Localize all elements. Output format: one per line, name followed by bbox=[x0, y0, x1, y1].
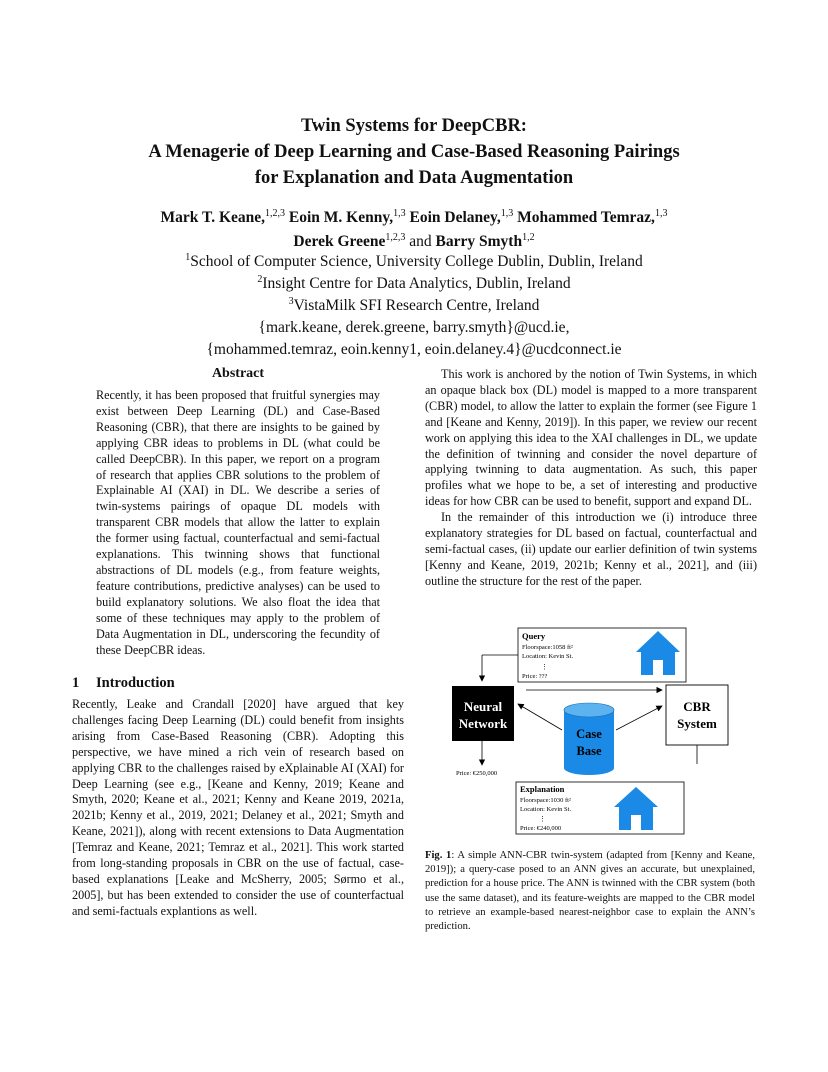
query-dots: ⋮ bbox=[541, 663, 548, 671]
affil-text: School of Computer Science, University College Dublin, Dublin, Ireland bbox=[190, 253, 643, 270]
author-list bbox=[0, 206, 828, 254]
author-name: Mohammed Temraz, bbox=[517, 209, 655, 226]
query-title: Query bbox=[522, 631, 546, 641]
explanation-floor: Floorspace:1030 ft² bbox=[520, 797, 571, 804]
intro-paragraph: Recently, Leake and Crandall [2020] have argued that key challenges facing Deep Learning (DL) could benefit from insights arising from Case-Based Reasoning (CBR). Adopting this perspective, we have mined a rich vein of research based on applying CBR to the challenges raised by eXplainable AI (XAI) for Deep Learning (see e.g., [Keane and Kenny, 2019; Keane and Smyth, 2020; Keane et al., 2021; Kenny and Keane 2019, 2021a, 2021b; Kenny et al., 2019, 2021; Delaney et al., 2021; Smyth and Keane, 2021]), along with recent extensions to Data Augmentation [Temraz and Keane, 2021; Temraz et al., 2021]. This work started from long-standing proposals in CBR on the use of factual, case-based explanations [Leake and McSherry, 2005; Sørmo et al., 2005], but has been extended to consider the use of counterfactual and semi-factuals explantions as well. bbox=[72, 697, 404, 918]
explanation-location: Location: Kevin St. bbox=[520, 806, 572, 813]
abstract-text: Recently, it has been proposed that fruitful synergies may exist between Deep Learning (DL) and Case-Based Reasoning (CBR), that there are insights to be gained by applying CBR ideas to problems in DL (what could be called DeepCBR). In this paper, we report on a program of research that applies CBR solutions to the problem of Explainable AI (XAI) in DL. We describe a series of twin-systems pairings of opaque DL models with transparent CBR models that allow the latter to explain the former using factual, counterfactual and semi-factual explanations. This twinning shows that functional abstractions of DL models (e.g., from feature weights, feature contributions, predictive analyses) can be used to build explanatory solutions. We also float the idea that some of these techniques may apply to the problem of Data Augmentation in DL, underscoring the fecundity of these DeepCBR ideas. bbox=[96, 388, 380, 657]
cbr-system-box bbox=[666, 685, 728, 745]
cbr-label: System bbox=[677, 716, 717, 731]
query-location: Location: Kevin St. bbox=[522, 653, 574, 660]
arrow-cb-to-cbr bbox=[616, 706, 662, 730]
case-base-label: Case bbox=[576, 727, 602, 741]
nn-label: Network bbox=[458, 716, 508, 731]
affil-text: Insight Centre for Data Analytics, Dublin, Ireland bbox=[262, 275, 571, 292]
author-sup: 1,3 bbox=[654, 208, 668, 219]
right-paragraph: In the remainder of this introduction we (i) introduce three explanatory strategies for DL based on factual, counterfactual and semi-factual cases, (ii) update our earlier definition of twin systems [Kenny and Keane, 2019, 2021b; Kenny et al., 2021], and (iii) outline the structure for the rest of the paper. bbox=[425, 510, 757, 588]
author-sup: 1,2,3 bbox=[265, 208, 286, 219]
author-name: Eoin M. Kenny, bbox=[288, 209, 394, 226]
arrow-cb-to-nn bbox=[518, 704, 562, 730]
title-line: for Explanation and Data Augmentation bbox=[254, 168, 574, 188]
affil-sup: 3 bbox=[288, 296, 294, 307]
author-name: Barry Smyth bbox=[435, 233, 523, 250]
author-sup: 1,3 bbox=[500, 208, 514, 219]
explanation-dots: ⋮ bbox=[539, 815, 546, 823]
author-name: Derek Greene bbox=[293, 233, 386, 250]
explanation-price: Price: €240,000 bbox=[520, 825, 562, 832]
email-line: {mark.keane, derek.greene, barry.smyth}@ucd.ie, bbox=[258, 319, 570, 336]
intro-column bbox=[72, 697, 404, 920]
email-line: {mohammed.temraz, eoin.kenny1, eoin.delaney.4}@ucdconnect.ie bbox=[206, 341, 622, 358]
and-word: and bbox=[409, 233, 432, 250]
paper-title bbox=[0, 113, 828, 191]
affil-sup: 1 bbox=[185, 252, 191, 263]
author-sup: 1,3 bbox=[393, 208, 406, 219]
nn-label: Neural bbox=[463, 699, 503, 714]
author-sup: 1,2 bbox=[522, 232, 535, 243]
section-number: 1 bbox=[72, 675, 80, 691]
affil-text: VistaMilk SFI Research Centre, Ireland bbox=[293, 297, 540, 314]
author-name: Mark T. Keane, bbox=[160, 209, 266, 226]
title-line: A Menagerie of Deep Learning and Case-Based Reasoning Pairings bbox=[148, 142, 680, 162]
caption-label: Fig. 1 bbox=[425, 850, 452, 861]
affil-sup: 2 bbox=[257, 274, 263, 285]
author-sup: 1,2,3 bbox=[385, 232, 406, 243]
query-floor: Floorspace:1058 ft² bbox=[522, 644, 573, 651]
caption-text: : A simple ANN-CBR twin-system (adapted from [Kenny and Keane, 2019]); a query-case posed to an ANN gives an accurate, but unexplained, prediction for a house price. The ANN is twinned with the CBR system (both use the same dataset), and its feature-weights are mapped to the CBR model to retrieve an example-based nearest-neighbor case to explain the ANN’s prediction. bbox=[425, 850, 755, 933]
affiliations bbox=[0, 251, 828, 361]
section-heading bbox=[72, 675, 175, 692]
right-column bbox=[425, 367, 757, 590]
figure-caption bbox=[425, 849, 755, 934]
title-line: Twin Systems for DeepCBR: bbox=[301, 116, 527, 136]
right-paragraph: This work is anchored by the notion of Twin Systems, in which an opaque black box (DL) model is mapped to a more transparent (CBR) model, to allow the latter to explain the former (see Figure 1 and [Keane and Kenny, 2019]). In this paper, we review our recent work on applying this idea to the XAI challenges in DL, we update the definition of twinning and consider the novel departure of applying twinning to data augmentation. As such, this paper profiles what we hope to be, a set of interesting and productive ideas for how CBR can be used to benefit, support and expand DL. bbox=[425, 367, 757, 509]
author-name: Eoin Delaney, bbox=[409, 209, 501, 226]
twin-system-figure bbox=[446, 624, 746, 839]
case-base-label: Base bbox=[576, 744, 602, 758]
query-price: Price: ??? bbox=[522, 673, 548, 680]
cbr-label: CBR bbox=[683, 699, 711, 714]
section-title: Introduction bbox=[96, 675, 175, 691]
explanation-title: Explanation bbox=[520, 784, 565, 794]
abstract-heading: Abstract bbox=[211, 366, 265, 381]
nn-output-price: Price: €250,000 bbox=[456, 770, 498, 777]
